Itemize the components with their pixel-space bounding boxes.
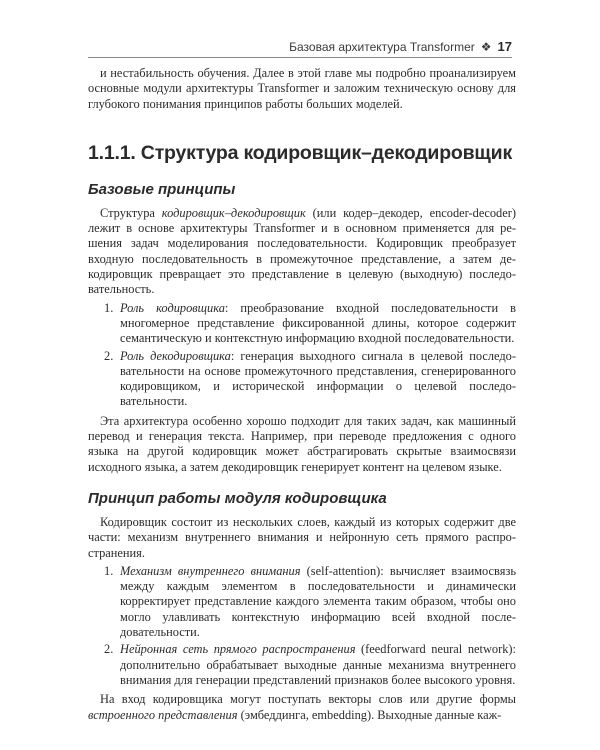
diamond-icon: ❖: [480, 40, 492, 54]
list-term: Нейронная сеть прямого распространения: [120, 642, 356, 657]
list-text: (self-attention): вычисляет взаимосвязь между каждым элементом в последовательности и динамически корректирует представление каждого элемента таким образом, чтобы оно могло улавливать контекстную информацию всей входной последовательности.: [120, 563, 516, 640]
list-item: [88, 349, 516, 410]
subsection-title-encoder: Принцип работы модуля кодировщика: [88, 489, 387, 507]
list-text: : преобразование входной последовательности в многомерное представление фиксированной длины, которое содержит семантическую и контекстную информацию входной последовательности.: [120, 300, 516, 346]
page-body: [88, 66, 516, 723]
encoder-paragraph-2: [88, 692, 516, 723]
list-item: [88, 301, 516, 347]
list-number: 1.: [104, 563, 114, 578]
text-run: (эмбеддинга, embedding). Выходные данные каж-: [237, 707, 502, 722]
list-item: [88, 642, 516, 688]
basics-paragraph-2: Эта архитектура особенно хорошо подходит для таких задач, как машинный перевод и генерация текста. Например, при переводе предложения с одного языка на другой кодировщик может абстрагировать скрытые взаимосвязи исходного языка, а затем декодировщик генерирует контент на целевом языке.: [88, 413, 516, 474]
list-term: Роль декодировщика: [120, 348, 231, 363]
text-run: Структура: [100, 205, 162, 220]
list-item: [88, 564, 516, 640]
subsection-title-basics: Базовые принципы: [88, 180, 236, 198]
roles-list: [88, 301, 516, 410]
list-term: Механизм внутреннего внимания: [120, 563, 301, 578]
list-number: 1.: [104, 300, 114, 315]
list-text: (feedforward neural network): дополнительно обрабатывает выходные данные механизма внутреннего внимания для генерации представлений признаков более высокого уровня.: [120, 642, 516, 687]
running-header: [88, 34, 512, 58]
encoder-paragraph-1: Кодировщик состоит из нескольких слоев, каждый из которых содержит две части: механизм внутреннего внимания и нейронную сеть прямого распространения.: [88, 514, 516, 560]
basics-paragraph-1: [88, 206, 516, 298]
header-title: Базовая архитектура Transformer: [289, 40, 475, 54]
list-term: Роль кодировщика: [120, 300, 225, 315]
page-number: 17: [497, 39, 512, 54]
encoder-parts-list: [88, 564, 516, 688]
list-number: 2.: [104, 642, 114, 657]
emphasis: кодировщик–декодировщик: [161, 205, 306, 220]
list-number: 2.: [104, 348, 114, 363]
section-title: 1.1.1. Структура кодировщик–декодировщик: [88, 141, 513, 164]
text-run: На вход кодировщика могут поступать векторы слов или другие формы: [100, 692, 516, 707]
text-run: (или кодер–декодер, encoder-decoder) лежит в основе архитектуры Transformer и в основном применяется для решения задач моделирования последовательности. Кодировщик преобразует входную последовательность в промежуточное представление, а затем декодировщик превращает это представление в целевую (выходную) последовательность.: [88, 205, 517, 297]
emphasis: встроенного представления: [88, 707, 238, 722]
intro-paragraph: и нестабильность обучения. Далее в этой главе мы подробно проанализируем основные модули архитектуры Transformer и заложим техническую основу для глубокого понимания принципов работы больших моделей.: [88, 66, 516, 111]
list-text: : генерация выходного сигнала в целевой последовательности на основе промежуточного представления, сгенерированного кодировщиком, и исторической информации о целевой последовательности.: [120, 348, 516, 409]
